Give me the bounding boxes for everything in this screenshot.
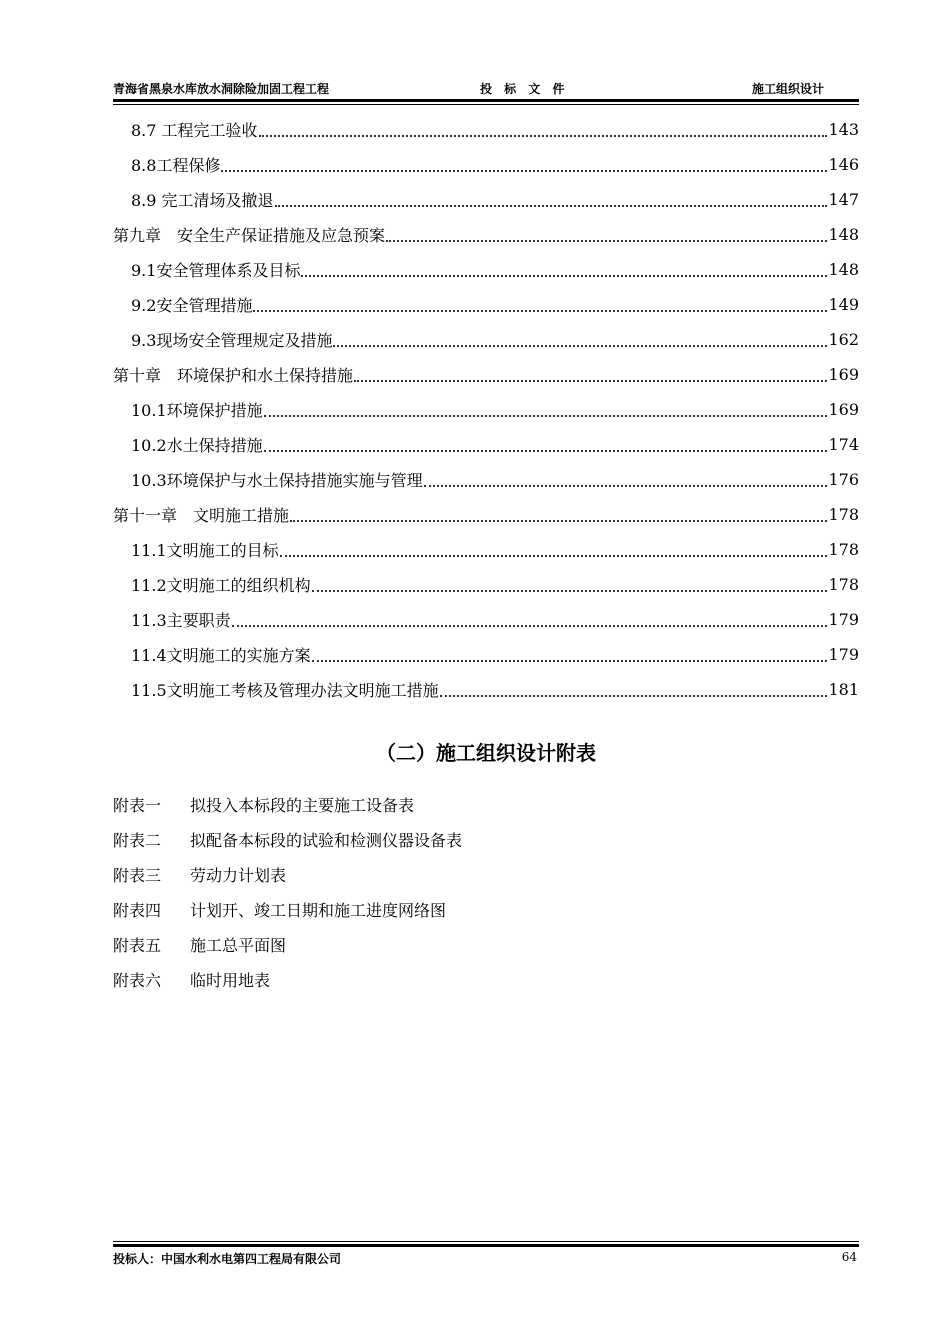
toc-entry-section	[113, 462, 859, 497]
toc-entry-page: 179	[828, 645, 859, 664]
toc-entry-page: 169	[828, 365, 859, 384]
appendix-item	[113, 892, 859, 927]
toc-entry-page: 143	[828, 120, 859, 139]
toc-leader-dots	[259, 134, 828, 137]
toc-entry-page: 178	[828, 540, 859, 559]
toc-entry-page: 149	[828, 295, 859, 314]
toc-entry-page: 181	[828, 680, 859, 699]
page-number: 64	[841, 1250, 857, 1264]
appendix-label: 附表四	[113, 901, 162, 920]
footer-rule-thin	[113, 1241, 859, 1242]
toc-entry-page: 148	[828, 260, 859, 279]
footer-rule-thick	[113, 1244, 859, 1247]
appendix-item	[113, 787, 859, 822]
appendix-title: 临时用地表	[190, 971, 271, 990]
toc-entry-section	[113, 532, 859, 567]
toc-entry-section	[113, 672, 859, 707]
toc-leader-dots	[301, 274, 827, 277]
toc-entry-title: 9.2安全管理措施	[131, 296, 253, 315]
toc-entry-page: 146	[828, 155, 859, 174]
appendix-label: 附表六	[113, 971, 162, 990]
page-footer	[113, 1250, 859, 1268]
toc-entry-title: 10.3环境保护与水土保持措施实施与管理	[131, 471, 423, 490]
header-rule-thick	[113, 99, 859, 102]
toc-entry-title: 第九章 安全生产保证措施及应急预案	[113, 226, 386, 245]
header-doc-type: 投 标 文 件	[480, 82, 569, 96]
toc-leader-dots	[440, 694, 828, 697]
toc-leader-dots	[424, 484, 828, 487]
toc-leader-dots	[386, 239, 827, 242]
toc-leader-dots	[221, 169, 827, 172]
table-of-contents	[113, 112, 859, 707]
appendix-item	[113, 962, 859, 997]
toc-leader-dots	[333, 344, 827, 347]
toc-leader-dots	[312, 589, 828, 592]
appendix-item	[113, 927, 859, 962]
toc-entry-title: 8.9 完工清场及撤退	[131, 191, 274, 210]
toc-entry-chapter	[113, 357, 859, 392]
toc-entry-page: 176	[828, 470, 859, 489]
toc-entry-section	[113, 392, 859, 427]
appendix-label: 附表三	[113, 866, 162, 885]
toc-leader-dots	[253, 309, 827, 312]
toc-entry-title: 9.3现场安全管理规定及措施	[131, 331, 333, 350]
toc-entry-title: 11.4文明施工的实施方案	[131, 646, 311, 665]
appendix-label: 附表一	[113, 796, 162, 815]
toc-entry-title: 第十章 环境保护和水土保持措施	[113, 366, 354, 385]
toc-entry-title: 11.5文明施工考核及管理办法文明施工措施	[131, 681, 439, 700]
section-title: （二）施工组织设计附表	[376, 741, 596, 765]
header-rule-thin	[113, 104, 859, 105]
toc-entry-page: 148	[828, 225, 859, 244]
toc-entry-section	[113, 147, 859, 182]
toc-leader-dots	[264, 449, 828, 452]
toc-entry-section	[113, 567, 859, 602]
toc-entry-section	[113, 112, 859, 147]
toc-entry-title: 10.1环境保护措施	[131, 401, 263, 420]
appendix-title: 拟配备本标段的试验和检测仪器设备表	[190, 831, 463, 850]
toc-entry-section	[113, 322, 859, 357]
appendix-title: 施工总平面图	[190, 936, 287, 955]
appendix-title: 劳动力计划表	[190, 866, 287, 885]
toc-entry-page: 162	[828, 330, 859, 349]
toc-leader-dots	[354, 379, 827, 382]
toc-entry-title: 11.1文明施工的目标	[131, 541, 279, 560]
toc-entry-title: 9.1安全管理体系及目标	[131, 261, 301, 280]
toc-entry-page: 174	[828, 435, 859, 454]
page-header	[113, 80, 859, 98]
toc-entry-section	[113, 637, 859, 672]
toc-entry-title: 10.2水土保持措施	[131, 436, 263, 455]
toc-entry-page: 147	[828, 190, 859, 209]
toc-entry-title: 11.2文明施工的组织机构	[131, 576, 311, 595]
appendix-label: 附表五	[113, 936, 162, 955]
header-section: 施工组织设计	[751, 82, 824, 96]
toc-entry-page: 178	[828, 505, 859, 524]
toc-entry-title: 第十一章 文明施工措施	[113, 506, 290, 525]
toc-entry-title: 8.8工程保修	[131, 156, 221, 175]
toc-entry-section	[113, 252, 859, 287]
toc-entry-page: 169	[828, 400, 859, 419]
toc-entry-chapter	[113, 217, 859, 252]
toc-entry-page: 179	[828, 610, 859, 629]
toc-entry-section	[113, 602, 859, 637]
header-project-title: 青海省黑泉水库放水洞除险加固工程工程	[113, 82, 330, 96]
appendix-item	[113, 822, 859, 857]
toc-entry-section	[113, 182, 859, 217]
appendix-title: 计划开、竣工日期和施工进度网络图	[190, 901, 447, 920]
toc-leader-dots	[312, 659, 828, 662]
toc-leader-dots	[264, 414, 828, 417]
appendix-item	[113, 857, 859, 892]
toc-entry-section	[113, 427, 859, 462]
appendix-title: 拟投入本标段的主要施工设备表	[190, 796, 415, 815]
toc-entry-title: 8.7 工程完工验收	[131, 121, 258, 140]
toc-leader-dots	[232, 624, 828, 627]
toc-leader-dots	[290, 519, 827, 522]
appendix-list	[113, 787, 859, 997]
footer-bidder: 投标人：中国水利水电第四工程局有限公司	[113, 1252, 342, 1266]
appendix-label: 附表二	[113, 831, 162, 850]
toc-leader-dots	[275, 204, 828, 207]
toc-entry-section	[113, 287, 859, 322]
toc-entry-page: 178	[828, 575, 859, 594]
toc-entry-title: 11.3主要职责	[131, 611, 231, 630]
toc-leader-dots	[280, 554, 828, 557]
toc-entry-chapter	[113, 497, 859, 532]
